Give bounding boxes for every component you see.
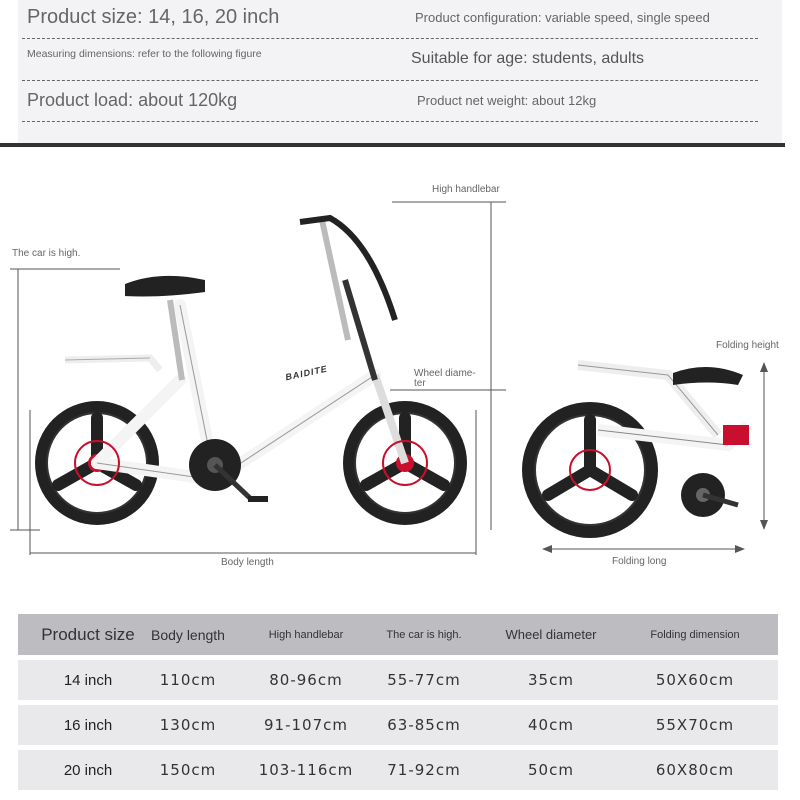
table-row: [18, 660, 778, 700]
cell-high-handlebar: 80-96cm: [269, 671, 343, 689]
cell-size: 16 inch: [63, 716, 113, 734]
label-car-high: The car is high.: [12, 248, 81, 259]
cell-car-high: 63-85cm: [387, 716, 461, 734]
cell-high-handlebar: 91-107cm: [264, 716, 348, 734]
cell-body-length: 130cm: [159, 716, 217, 734]
spec-net-weight: Product net weight: about 12kg: [417, 93, 597, 108]
folded-bike-illustration: [518, 355, 778, 575]
cell-size: 14 inch: [63, 671, 113, 689]
header-car-high: The car is high.: [386, 628, 462, 641]
spec-age: Suitable for age: students, adults: [411, 50, 645, 67]
cell-wheel-diameter: 50cm: [528, 761, 574, 779]
section-rule: [0, 143, 785, 147]
label-high-handlebar: High handlebar: [432, 184, 500, 195]
spec-product-size: Product size: 14, 16, 20 inch: [27, 6, 280, 28]
brand-logo: BAIDITE: [284, 363, 329, 383]
table-row: [18, 750, 778, 790]
spec-configuration: Product configuration: variable speed, single speed: [415, 10, 710, 25]
dashed-divider: [22, 38, 758, 39]
header-wheel-diameter: Wheel diameter: [505, 627, 597, 642]
cell-folding-dimension: 55X70cm: [655, 716, 735, 734]
header-product-size: Product size: [41, 624, 135, 644]
size-table: [18, 614, 778, 795]
label-folding-height: Folding height: [716, 340, 779, 351]
cell-wheel-diameter: 40cm: [528, 716, 574, 734]
cell-wheel-diameter: 35cm: [528, 671, 574, 689]
cell-folding-dimension: 60X80cm: [655, 761, 735, 779]
dashed-divider: [22, 121, 758, 122]
header-body-length: Body length: [151, 626, 225, 643]
label-wheel-diameter-line1: Wheel diame-: [414, 368, 476, 379]
label-wheel-diameter: [414, 369, 476, 389]
cell-car-high: 55-77cm: [387, 671, 461, 689]
cell-size: 20 inch: [63, 761, 113, 779]
cell-folding-dimension: 50X60cm: [655, 671, 735, 689]
dashed-divider: [22, 80, 758, 81]
header-high-handlebar: High handlebar: [268, 628, 344, 641]
label-wheel-diameter-line2: ter: [414, 378, 426, 389]
table-header-row: [18, 614, 778, 655]
label-body-length: Body length: [221, 557, 274, 568]
label-folding-long: Folding long: [612, 556, 667, 567]
spec-load: Product load: about 120kg: [27, 90, 238, 110]
header-folding-dimension: Folding dimension: [650, 628, 740, 641]
cell-car-high: 71-92cm: [387, 761, 461, 779]
spec-panel: [18, 0, 782, 143]
cell-body-length: 150cm: [159, 761, 217, 779]
cell-high-handlebar: 103-116cm: [258, 761, 354, 779]
cell-body-length: 110cm: [159, 671, 217, 689]
dimension-diagram: [0, 150, 800, 590]
table-row: [18, 705, 778, 745]
spec-measuring: Measuring dimensions: refer to the following figure: [27, 48, 262, 60]
